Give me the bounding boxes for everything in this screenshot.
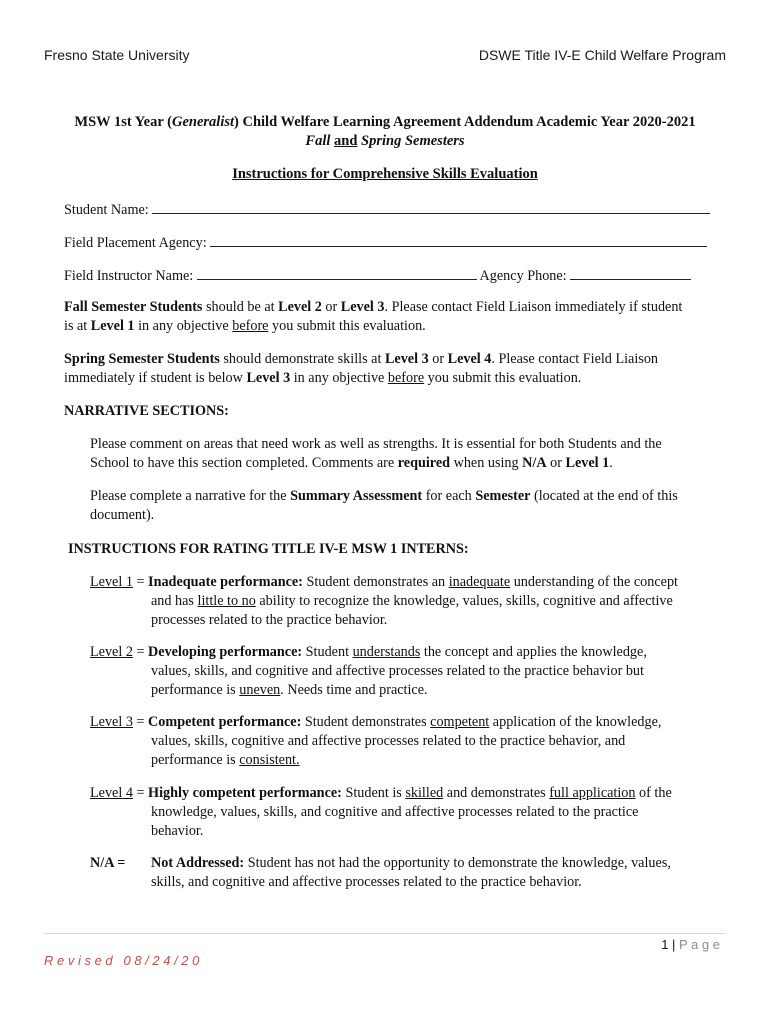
narrative-p1-line2: School to have this section completed. Comments are required when using N/A or Level 1. xyxy=(90,455,613,471)
level2-line1: Level 2 = Developing performance: Student understands the concept and applies the knowledge, xyxy=(90,644,647,660)
level4-line2: knowledge, values, skills, and cognitive and affective processes related to the practice xyxy=(151,804,639,820)
level2-line2: values, skills, and cognitive and affective processes related to the practice behavior but xyxy=(151,663,644,679)
rating-heading: INSTRUCTIONS FOR RATING TITLE IV-E MSW 1 INTERNS: xyxy=(68,541,469,557)
level2-label: Level 2 xyxy=(90,644,133,660)
na-line1: Not Addressed: Student has not had the opportunity to demonstrate the knowledge, values, xyxy=(151,855,671,871)
spring-instructions-line2: immediately if student is below Level 3 in any objective before you submit this evaluation. xyxy=(64,370,582,386)
narrative-p2-line2: document). xyxy=(90,507,155,523)
header-right: DSWE Title IV-E Child Welfare Program xyxy=(478,47,726,63)
level2-line3: performance is uneven. Needs time and practice. xyxy=(151,682,428,698)
na-line2: skills, and cognitive and affective processes related to the practice behavior. xyxy=(151,874,582,890)
fall-instructions-line1: Fall Semester Students should be at Level 2 or Level 3. Please contact Field Liaison immediately if student xyxy=(64,299,683,315)
agency-label: Field Placement Agency: xyxy=(64,235,207,251)
level3-label: Level 3 xyxy=(90,714,133,730)
narrative-heading: NARRATIVE SECTIONS: xyxy=(64,403,229,419)
footer-divider xyxy=(44,933,726,934)
level3-line3: performance is consistent. xyxy=(151,752,300,768)
level1-line1: Level 1 = Inadequate performance: Student demonstrates an inadequate understanding of the concept xyxy=(90,574,678,590)
page-number: 1 | P a g e xyxy=(661,937,720,952)
student-name-field xyxy=(64,199,710,220)
level4-line3: behavior. xyxy=(151,823,204,839)
phone-blank[interactable] xyxy=(570,265,691,280)
spring-instructions-line1: Spring Semester Students should demonstrate skills at Level 3 or Level 4. Please contact Field Liaison xyxy=(64,351,659,367)
document-title-semesters: Fall and Spring Semesters xyxy=(305,133,465,149)
instructor-label: Field Instructor Name: xyxy=(64,268,194,284)
instructor-field xyxy=(64,265,691,286)
level1-label: Level 1 xyxy=(90,574,133,590)
level1-line2: and has little to no ability to recognize the knowledge, values, skills, cognitive and affective xyxy=(151,593,673,609)
fall-instructions-line2: is at Level 1 in any objective before you submit this evaluation. xyxy=(64,318,426,334)
level1-line3: processes related to the practice behavior. xyxy=(151,612,388,628)
student-name-label: Student Name: xyxy=(64,202,149,218)
agency-field xyxy=(64,232,707,253)
level3-line1: Level 3 = Competent performance: Student demonstrates competent application of the knowledge, xyxy=(90,714,662,730)
narrative-p1-line1: Please comment on areas that need work as well as strengths. It is essential for both Students and the xyxy=(90,436,662,452)
document-title: MSW 1st Year (Generalist) Child Welfare Learning Agreement Addendum Academic Year 2020-2021 xyxy=(74,114,696,130)
revised-date: R e v i s e d 0 8 / 2 4 / 2 0 xyxy=(44,953,200,968)
level4-line1: Level 4 = Highly competent performance: Student is skilled and demonstrates full application of the xyxy=(90,785,672,801)
header-left: Fresno State University xyxy=(44,47,190,63)
level3-line2: values, skills, cognitive and affective processes related to the practice behavior, and xyxy=(151,733,626,749)
instructor-blank[interactable] xyxy=(197,265,477,280)
narrative-p2-line1: Please complete a narrative for the Summary Assessment for each Semester (located at the end of this xyxy=(90,488,678,504)
student-name-blank[interactable] xyxy=(152,199,710,214)
level4-label: Level 4 xyxy=(90,785,133,801)
phone-label: Agency Phone: xyxy=(479,268,567,284)
na-label: N/A = xyxy=(90,855,126,871)
agency-blank[interactable] xyxy=(210,232,707,247)
section-title: Instructions for Comprehensive Skills Evaluation xyxy=(232,166,538,182)
